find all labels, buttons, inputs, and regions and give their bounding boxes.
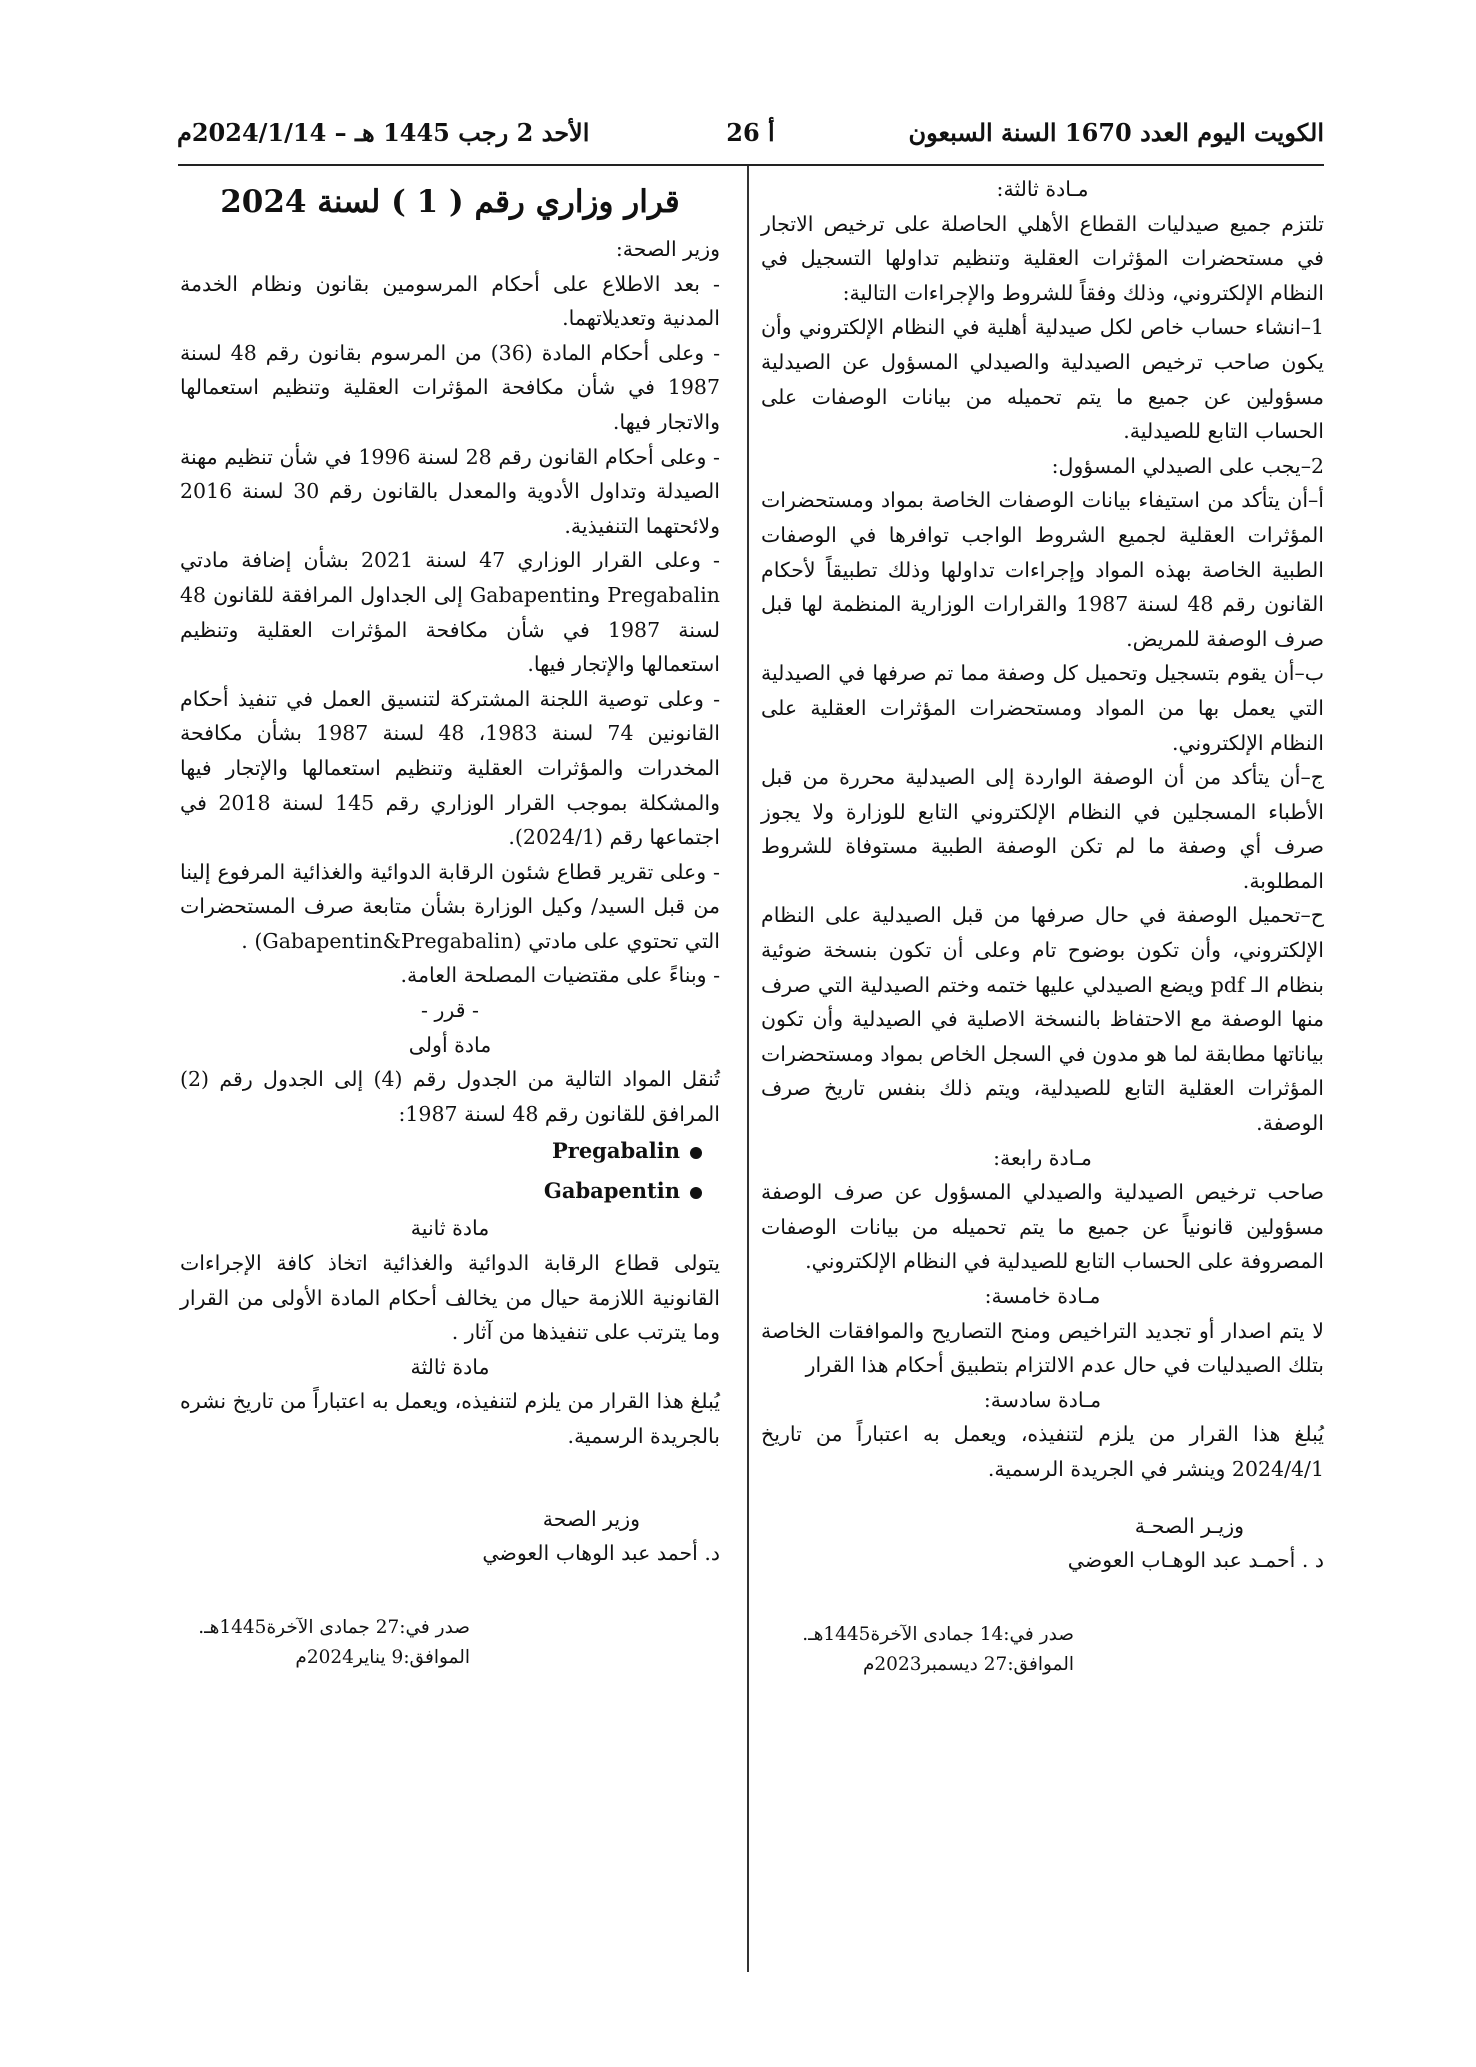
left-column: [180, 172, 720, 1673]
preamble-5: - وعلى توصية اللجنة المشتركة لتنسيق العمل في تنفيذ أحكام القانونين 74 لسنة 1983، 48 لسنة 1987 بشأن مكافحة المخدرات والمؤثرات العقلية وتنظيم استعمالها والإتجار فيها والمشكلة بموجب القرار الوزاري رقم 145 لسنة 2018 في اجتماعها رقم (2024/1).: [180, 686, 721, 850]
signature-name: د . أحمـد عبد الوهـاب العوضي: [1067, 1548, 1324, 1573]
right-column: [761, 172, 1324, 1680]
issue-dates: [180, 1613, 720, 1673]
header-date: الأحد 2 رجب 1445 هـ – 2024/1/14م: [177, 118, 590, 147]
column-divider: [747, 166, 749, 1972]
preamble-4: - وعلى القرار الوزاري 47 لسنة 2021 بشأن إضافة مادتي Pregabalin وGabapentin إلى الجداول المرافقة للقانون 48 لسنة 1987 في شأن مكافحة المؤثرات العقلية وتنظيم استعمالها والإتجار فيها.: [180, 548, 721, 677]
header-rule: [178, 164, 1324, 166]
article5-title: مـادة خامسة:: [984, 1284, 1101, 1308]
preamble-1: - بعد الاطلاع على أحكام المرسومين بقانون ونظام الخدمة المدنية وتعديلاتهما.: [180, 271, 720, 331]
article3-item2a: أ–أن يتأكد من استيفاء بيانات الوصفات الخاصة بمواد ومستحضرات المؤثرات العقلية لجميع الشروط الواجب توافرها في الوصفات الطبية الخاصة بهذه المواد وإجراءات تداولها وذلك تطبيقاً لأحكام القانون رقم 48 لسنة 1987 والقرارات الوزارية المنظمة لها قبل صرف الوصفة للمريض.: [761, 488, 1324, 651]
article3-item2b: ب–أن يقوم بتسجيل وتحميل كل وصفة مما تم صرفها في الصيدلية التي يعمل بها من المواد ومستحضرات المؤثرات العقلية على النظام الإلكتروني.: [761, 661, 1324, 755]
issued-gregorian: الموافق:27 ديسمبر2023م: [862, 1653, 1074, 1675]
header-issue: الكويت اليوم العدد 1670 السنة السبعون: [908, 118, 1324, 147]
article3-item2d: ح–تحميل الوصفة في حال صرفها من قبل الصيدلية على النظام الإلكتروني، وأن تكون بوضوح تام وعلى أن تكون بنسخة ضوئية بنظام الـ pdf ويضع الصيدلي عليها ختمه وختم الصيدلية التي صرف منها الوصفة مع الاحتفاظ بالنسخة الاصلية في الصيدلية وأن تكون بياناتها مطابقة لما هو مدون في السجل الخاص بمواد ومستحضرات المؤثرات العقلية التابع للصيدلية، ويتم ذلك بنفس تاريخ صرف الوصفة.: [761, 903, 1324, 1136]
preamble-7: - وبناءً على مقتضيات المصلحة العامة.: [400, 963, 720, 988]
drug-item: [180, 1171, 720, 1211]
article2-title: مادة ثانية: [410, 1216, 490, 1241]
article3-item2c: ج–أن يتأكد من أن الوصفة الواردة إلى الصيدلية محررة من قبل الأطباء المسجلين في النظام الإلكتروني التابع للوزارة ولا يجوز صرف أي وصفة ما لم تكن الوصفة الطبية مستوفاة للشروط المطلوبة.: [761, 765, 1324, 893]
article3-title: مادة ثالثة: [410, 1354, 490, 1379]
page-header: [177, 118, 1324, 164]
article3-item2: 2–يجب على الصيدلي المسؤول:: [1051, 453, 1324, 478]
issued-hijri: صدر في:27 جمادى الآخرة1445هـ.: [198, 1616, 470, 1638]
issue-dates: [761, 1620, 1324, 1680]
issued-hijri: صدر في:14 جمادى الآخرة1445هـ.: [802, 1623, 1074, 1645]
article3-text: يُبلغ هذا القرار من يلزم لتنفيذه، ويعمل به اعتباراً من تاريخ نشره بالجريدة الرسمية.: [180, 1389, 720, 1448]
drug-name: Gabapentin: [543, 1178, 680, 1204]
decided-label: - قرر -: [421, 998, 479, 1023]
drug-name: Pregabalin: [551, 1138, 680, 1164]
article6-text: يُبلغ هذا القرار من يلزم لتنفيذه، ويعمل به اعتباراً من تاريخ 2024/4/1 وينشر في الجريدة الرسمية.: [761, 1422, 1324, 1481]
minister-label: وزير الصحة:: [615, 237, 720, 261]
signature-title: وزير الصحة: [542, 1506, 640, 1531]
article3-item1: 1–انشاء حساب خاص لكل صيدلية أهلية في النظام الإلكتروني وأن يكون صاحب ترخيص الصيدلية والصيدلي المسؤول عن الصيدلية مسؤولين عن جميع ما يتم تحميله من بيانات الوصفات على الحساب التابع للصيدلية.: [761, 315, 1324, 444]
article3-intro: تلتزم جميع صيدليات القطاع الأهلي الحاصلة على ترخيص الاتجار في مستحضرات المؤثرات العقلية وتنظيم تداولها التسجيل في النظام الإلكتروني، وذلك وفقاً للشروط والإجراءات التالية:: [761, 211, 1324, 305]
bullet-icon: [690, 1147, 702, 1159]
preamble-3: - وعلى أحكام القانون رقم 28 لسنة 1996 في شأن تنظيم مهنة الصيدلة وتداول الأدوية والمعدل بالقانون رقم 30 لسنة 2016 ولائحتهما التنفيذية.: [180, 444, 720, 538]
signature-title: وزيـر الصحـة: [1134, 1513, 1244, 1538]
article6-title: مـادة سادسة:: [983, 1387, 1102, 1412]
preamble-2: - وعلى أحكام المادة (36) من المرسوم بقانون رقم 48 لسنة 1987 في شأن مكافحة المؤثرات العقلية وتنظيم استعمالها والاتجار فيها.: [180, 340, 721, 434]
preamble-6: - وعلى تقرير قطاع شئون الرقابة الدوائية والغذائية المرفوع إلينا من قبل السيد/ وكيل الوزارة بشأن متابعة صرف المستحضرات التي تحتوي على مادتي (Gabapentin&Pregabalin) .: [180, 859, 720, 953]
article3-title: مـادة ثالثة:: [996, 177, 1089, 201]
article2-text: يتولى قطاع الرقابة الدوائية والغذائية اتخاذ كافة الإجراءات القانونية اللازمة حيال من يخالف أحكام المادة الأولى من القرار وما يترتب على تنفيذها من آثار .: [180, 1251, 720, 1345]
header-page-number: أ 26: [726, 118, 775, 147]
article4-title: مـادة رابعة:: [993, 1145, 1092, 1170]
article1-text: تُنقل المواد التالية من الجدول رقم (4) إلى الجدول رقم (2) المرافق للقانون رقم 48 لسنة 1987:: [180, 1067, 720, 1126]
bullet-icon: [690, 1187, 702, 1199]
article5-text: لا يتم اصدار أو تجديد التراخيص ومنح التصاريح والموافقات الخاصة بتلك الصيدليات في حال عدم الالتزام بتطبيق أحكام هذا القرار: [761, 1318, 1324, 1378]
issued-gregorian: الموافق:9 يناير2024م: [295, 1646, 470, 1668]
signature-name: د. أحمد عبد الوهاب العوضي: [482, 1541, 720, 1566]
article1-title: مادة أولى: [408, 1032, 492, 1057]
drug-item: [180, 1131, 720, 1171]
decree-title: قرار وزاري رقم ( 1 ) لسنة 2024: [220, 184, 680, 220]
article4-text: صاحب ترخيص الصيدلية والصيدلي المسؤول عن صرف الوصفة مسؤولين قانونياً عن جميع ما يتم تحميله من بيانات الوصفات المصروفة على الحساب التابع للصيدلية في النظام الإلكتروني.: [761, 1180, 1324, 1274]
